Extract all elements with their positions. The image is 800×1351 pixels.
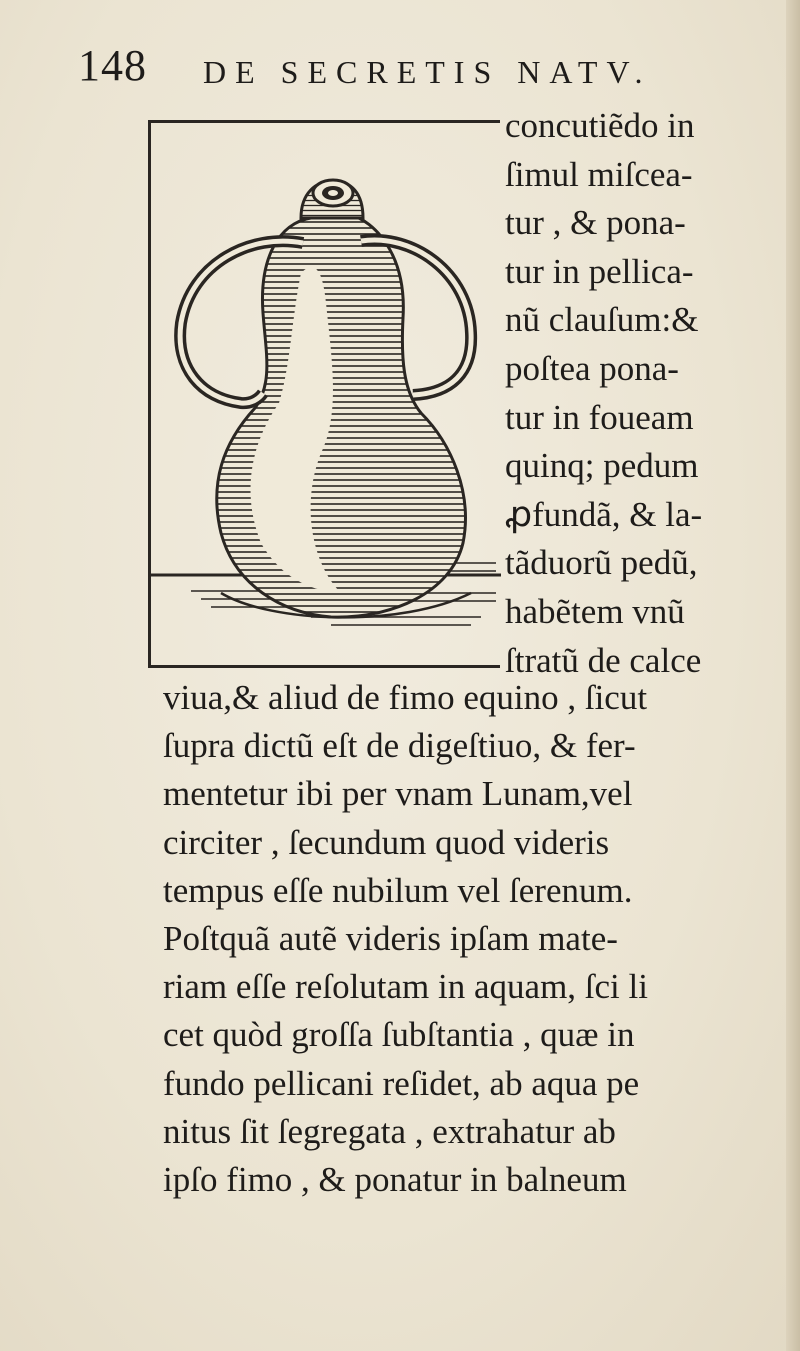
text-line: circiter , ſecundum quod videris bbox=[163, 822, 610, 862]
text-line: poſtea pona- bbox=[505, 348, 679, 388]
text-line: viua,& aliud de fimo equino , ſicut bbox=[163, 678, 648, 717]
text-line: nitus ſit ſegregata , extrahatur ab bbox=[163, 1111, 616, 1151]
text-line: cet quòd groſſa ſubſtantia , quæ in bbox=[163, 1015, 635, 1055]
pelican-vessel-illustration bbox=[148, 120, 500, 668]
page-edge bbox=[786, 0, 800, 1351]
page-header bbox=[78, 40, 718, 100]
text-line: tempus eſſe nubilum vel ſerenum. bbox=[163, 870, 633, 910]
text-line: ꝓfundã, & la- bbox=[505, 494, 703, 534]
text-line: ſimul miſcea- bbox=[505, 154, 693, 194]
text-line: tur in pellica- bbox=[505, 251, 694, 291]
text-line: Poſtquã autẽ videris ipſam mate- bbox=[163, 918, 618, 958]
body-text bbox=[163, 674, 788, 1204]
side-text-column bbox=[505, 102, 770, 685]
text-line: ſupra dictũ eſt de digeſtiuo, & fer- bbox=[163, 726, 636, 766]
pelican-vessel-woodcut bbox=[151, 123, 503, 671]
text-line: tãduorũ pedũ, bbox=[505, 543, 698, 583]
page-number: 148 bbox=[78, 41, 147, 90]
text-line: tur , & pona- bbox=[505, 203, 686, 243]
text-line: ſtratũ de calce bbox=[505, 640, 702, 680]
text-line: mentetur ibi per vnam Lunam,vel bbox=[163, 774, 633, 814]
text-line: tur in foueam bbox=[505, 397, 694, 437]
text-line: nũ clauſum:& bbox=[505, 300, 699, 340]
text-line: riam eſſe reſolutam in aquam, ſci li bbox=[163, 967, 648, 1007]
text-line: quinq; pedum bbox=[505, 446, 699, 486]
text-line: ipſo fimo , & ponatur in balneum bbox=[163, 1159, 627, 1199]
text-line: fundo pellicani reſidet, ab aqua pe bbox=[163, 1063, 640, 1103]
running-title: DE SECRETIS NATV. bbox=[203, 54, 652, 90]
text-line: habẽtem vnũ bbox=[505, 591, 685, 631]
text-line: concutiẽdo in bbox=[505, 106, 695, 145]
